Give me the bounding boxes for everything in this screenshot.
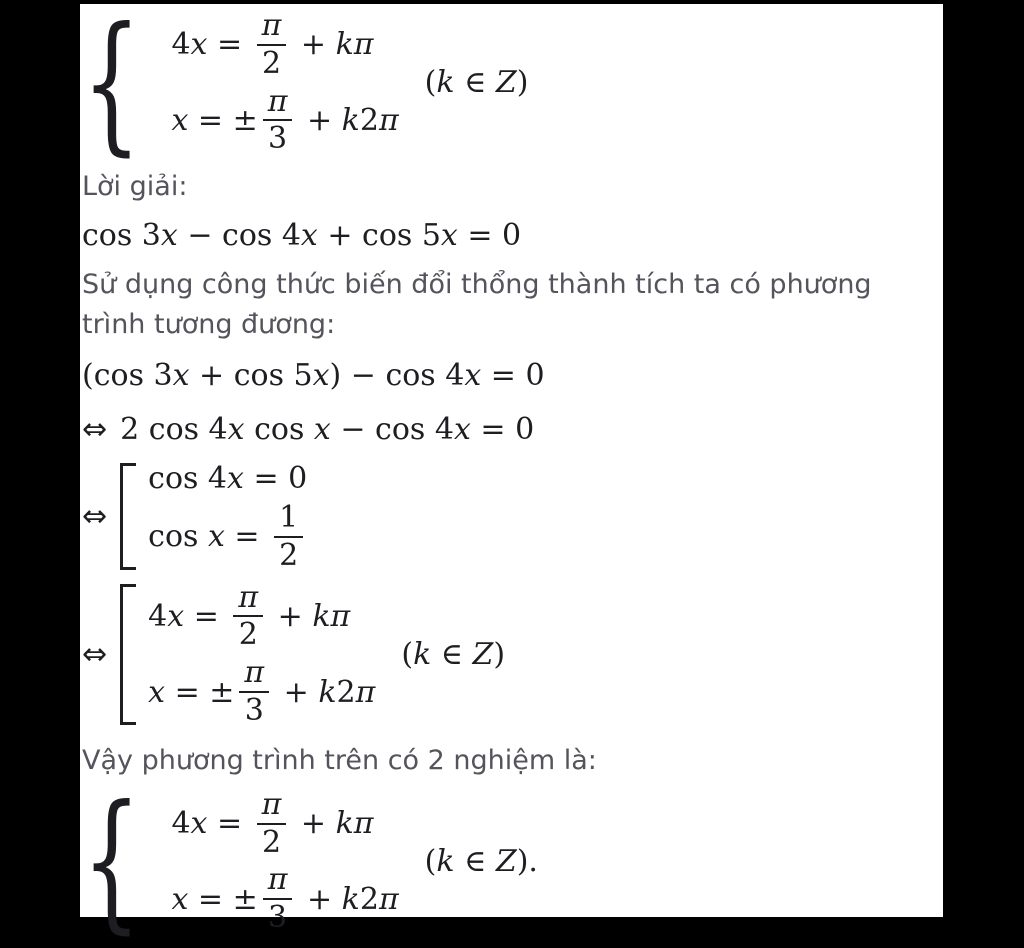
math-token: = ± [188, 881, 258, 917]
math-token: kπ [312, 598, 351, 634]
math-token: π [267, 83, 288, 119]
math-token: x [172, 357, 190, 393]
fraction [257, 10, 287, 80]
math-token: k [436, 843, 455, 879]
math-token: 2 cos 4 [120, 411, 228, 447]
math-token: ) − cos 4 [329, 357, 465, 393]
solution-heading: Lời giải: [82, 171, 188, 203]
equation-factored [82, 409, 933, 449]
fraction [239, 657, 269, 727]
math-token: 3 [268, 121, 288, 157]
math-token: ( [401, 636, 414, 672]
equation-row [148, 579, 351, 653]
math-token: k [318, 674, 337, 710]
fraction [274, 502, 303, 572]
math-token: k [341, 102, 360, 138]
math-token: + [297, 102, 342, 138]
math-token: 2 [261, 45, 282, 81]
left-square-bracket-icon [120, 584, 136, 725]
equation-row [171, 83, 399, 157]
math-token: = [207, 27, 252, 63]
left-square-bracket-icon [120, 463, 136, 570]
math-token: Z [495, 843, 517, 879]
math-token: Z [472, 636, 494, 672]
equivalence-arrow-icon: ⇔ [82, 411, 107, 447]
equation-row [171, 786, 374, 860]
math-token: = [224, 519, 270, 555]
math-token: 2 [359, 881, 379, 917]
math-token: − cos 4 [177, 217, 301, 253]
equation-row [148, 461, 307, 496]
math-token: π [261, 786, 282, 822]
math-token: kπ [335, 806, 374, 842]
math-token: = [184, 598, 229, 634]
math-token: x [207, 519, 225, 555]
math-token: x [167, 598, 185, 634]
math-token: ) [516, 65, 529, 101]
equation-expression [120, 412, 534, 447]
math-token: ) [493, 636, 506, 672]
equation-rows [148, 579, 376, 729]
math-token: ( [424, 65, 437, 101]
math-token: x [313, 411, 331, 447]
math-token: = 0 [481, 357, 545, 393]
left-curly-brace-icon: { [82, 0, 142, 170]
math-token: = ± [188, 102, 258, 138]
math-token: x [171, 102, 189, 138]
math-token: k [436, 65, 455, 101]
math-token: ( [424, 843, 437, 879]
math-token: π [261, 8, 282, 43]
math-token: + [291, 27, 336, 63]
math-token: = 0 [457, 217, 522, 253]
math-token: ∈ [454, 65, 496, 101]
math-token: π [378, 881, 399, 917]
math-token: 2 [279, 537, 299, 573]
math-token: 2 [336, 674, 356, 710]
math-token: π [244, 655, 265, 691]
math-token: 4 [171, 27, 191, 63]
math-token: 4 [171, 806, 191, 842]
math-token: − cos 4 [330, 411, 454, 447]
math-token: cos 3 [82, 217, 161, 253]
math-token: x [171, 881, 189, 917]
math-token: x [190, 806, 208, 842]
math-token: + [268, 598, 313, 634]
fraction [233, 579, 263, 653]
equivalence-arrow-icon: ⇔ [82, 636, 107, 672]
solution-system-final [82, 774, 933, 948]
math-token: ). [516, 843, 538, 879]
math-token: π [355, 674, 376, 710]
left-curly-brace-icon: { [82, 774, 142, 948]
math-token: kπ [335, 27, 374, 63]
math-token: cos [148, 519, 208, 555]
math-token: cos [244, 411, 314, 447]
math-token: 3 [268, 900, 288, 936]
math-token: x [464, 357, 482, 393]
conclusion-text: Vậy phương trình trên có 2 nghiệm là: [82, 744, 597, 776]
method-paragraph: Sử dụng công thức biến đổi thổng thành tích ta có phương trình tương đương: [82, 269, 872, 341]
fraction [263, 864, 293, 934]
equation-rows [171, 786, 399, 936]
equation-row [148, 657, 375, 727]
equivalence-arrow-icon: ⇔ [82, 498, 107, 534]
math-token: (cos 3 [82, 357, 173, 393]
solution-system-top [82, 0, 933, 170]
math-token: 4 [148, 598, 168, 634]
equation-rows [171, 10, 398, 155]
math-token: x [453, 411, 471, 447]
equation-grouped [82, 355, 933, 395]
math-token: 2 [238, 617, 258, 653]
cases-cosine [82, 461, 933, 572]
math-token: = 0 [470, 411, 535, 447]
math-token: cos 4 [148, 461, 228, 497]
equation-row [148, 502, 308, 572]
math-token: x [312, 357, 330, 393]
fraction [263, 83, 293, 157]
math-token: x [160, 217, 178, 253]
integer-constraint [425, 65, 529, 100]
integer-constraint [425, 844, 538, 879]
math-token: = ± [165, 674, 235, 710]
math-token: + cos 5 [317, 217, 441, 253]
math-token: = 0 [243, 461, 308, 497]
equation-row [171, 10, 373, 80]
equation-original [82, 215, 933, 255]
math-token: k [341, 881, 360, 917]
math-token: ∈ [431, 636, 473, 672]
math-token: Z [495, 65, 517, 101]
math-token: π [267, 862, 288, 898]
math-token: + [274, 674, 319, 710]
math-token: + cos 5 [189, 357, 313, 393]
math-token: x [227, 461, 244, 497]
math-token: 1 [279, 500, 299, 536]
math-token: π [378, 102, 399, 138]
math-token: x [300, 217, 318, 253]
math-token: 3 [244, 693, 264, 729]
cases-solutions [82, 579, 933, 729]
math-token: + [291, 806, 336, 842]
document-sheet [80, 0, 943, 948]
math-token: 2 [261, 824, 282, 860]
integer-constraint [401, 637, 505, 672]
equation-rows [148, 461, 308, 572]
equation-row [171, 864, 398, 934]
math-token: = [207, 806, 252, 842]
math-token: ∈ [454, 843, 496, 879]
fraction [257, 786, 287, 860]
math-token: x [440, 217, 458, 253]
math-token: π [238, 579, 259, 615]
math-token: x [190, 27, 208, 63]
math-token: + [297, 881, 342, 917]
math-token: x [148, 674, 166, 710]
math-token: x [227, 411, 245, 447]
math-token: k [413, 636, 432, 672]
math-token: 2 [359, 102, 379, 138]
